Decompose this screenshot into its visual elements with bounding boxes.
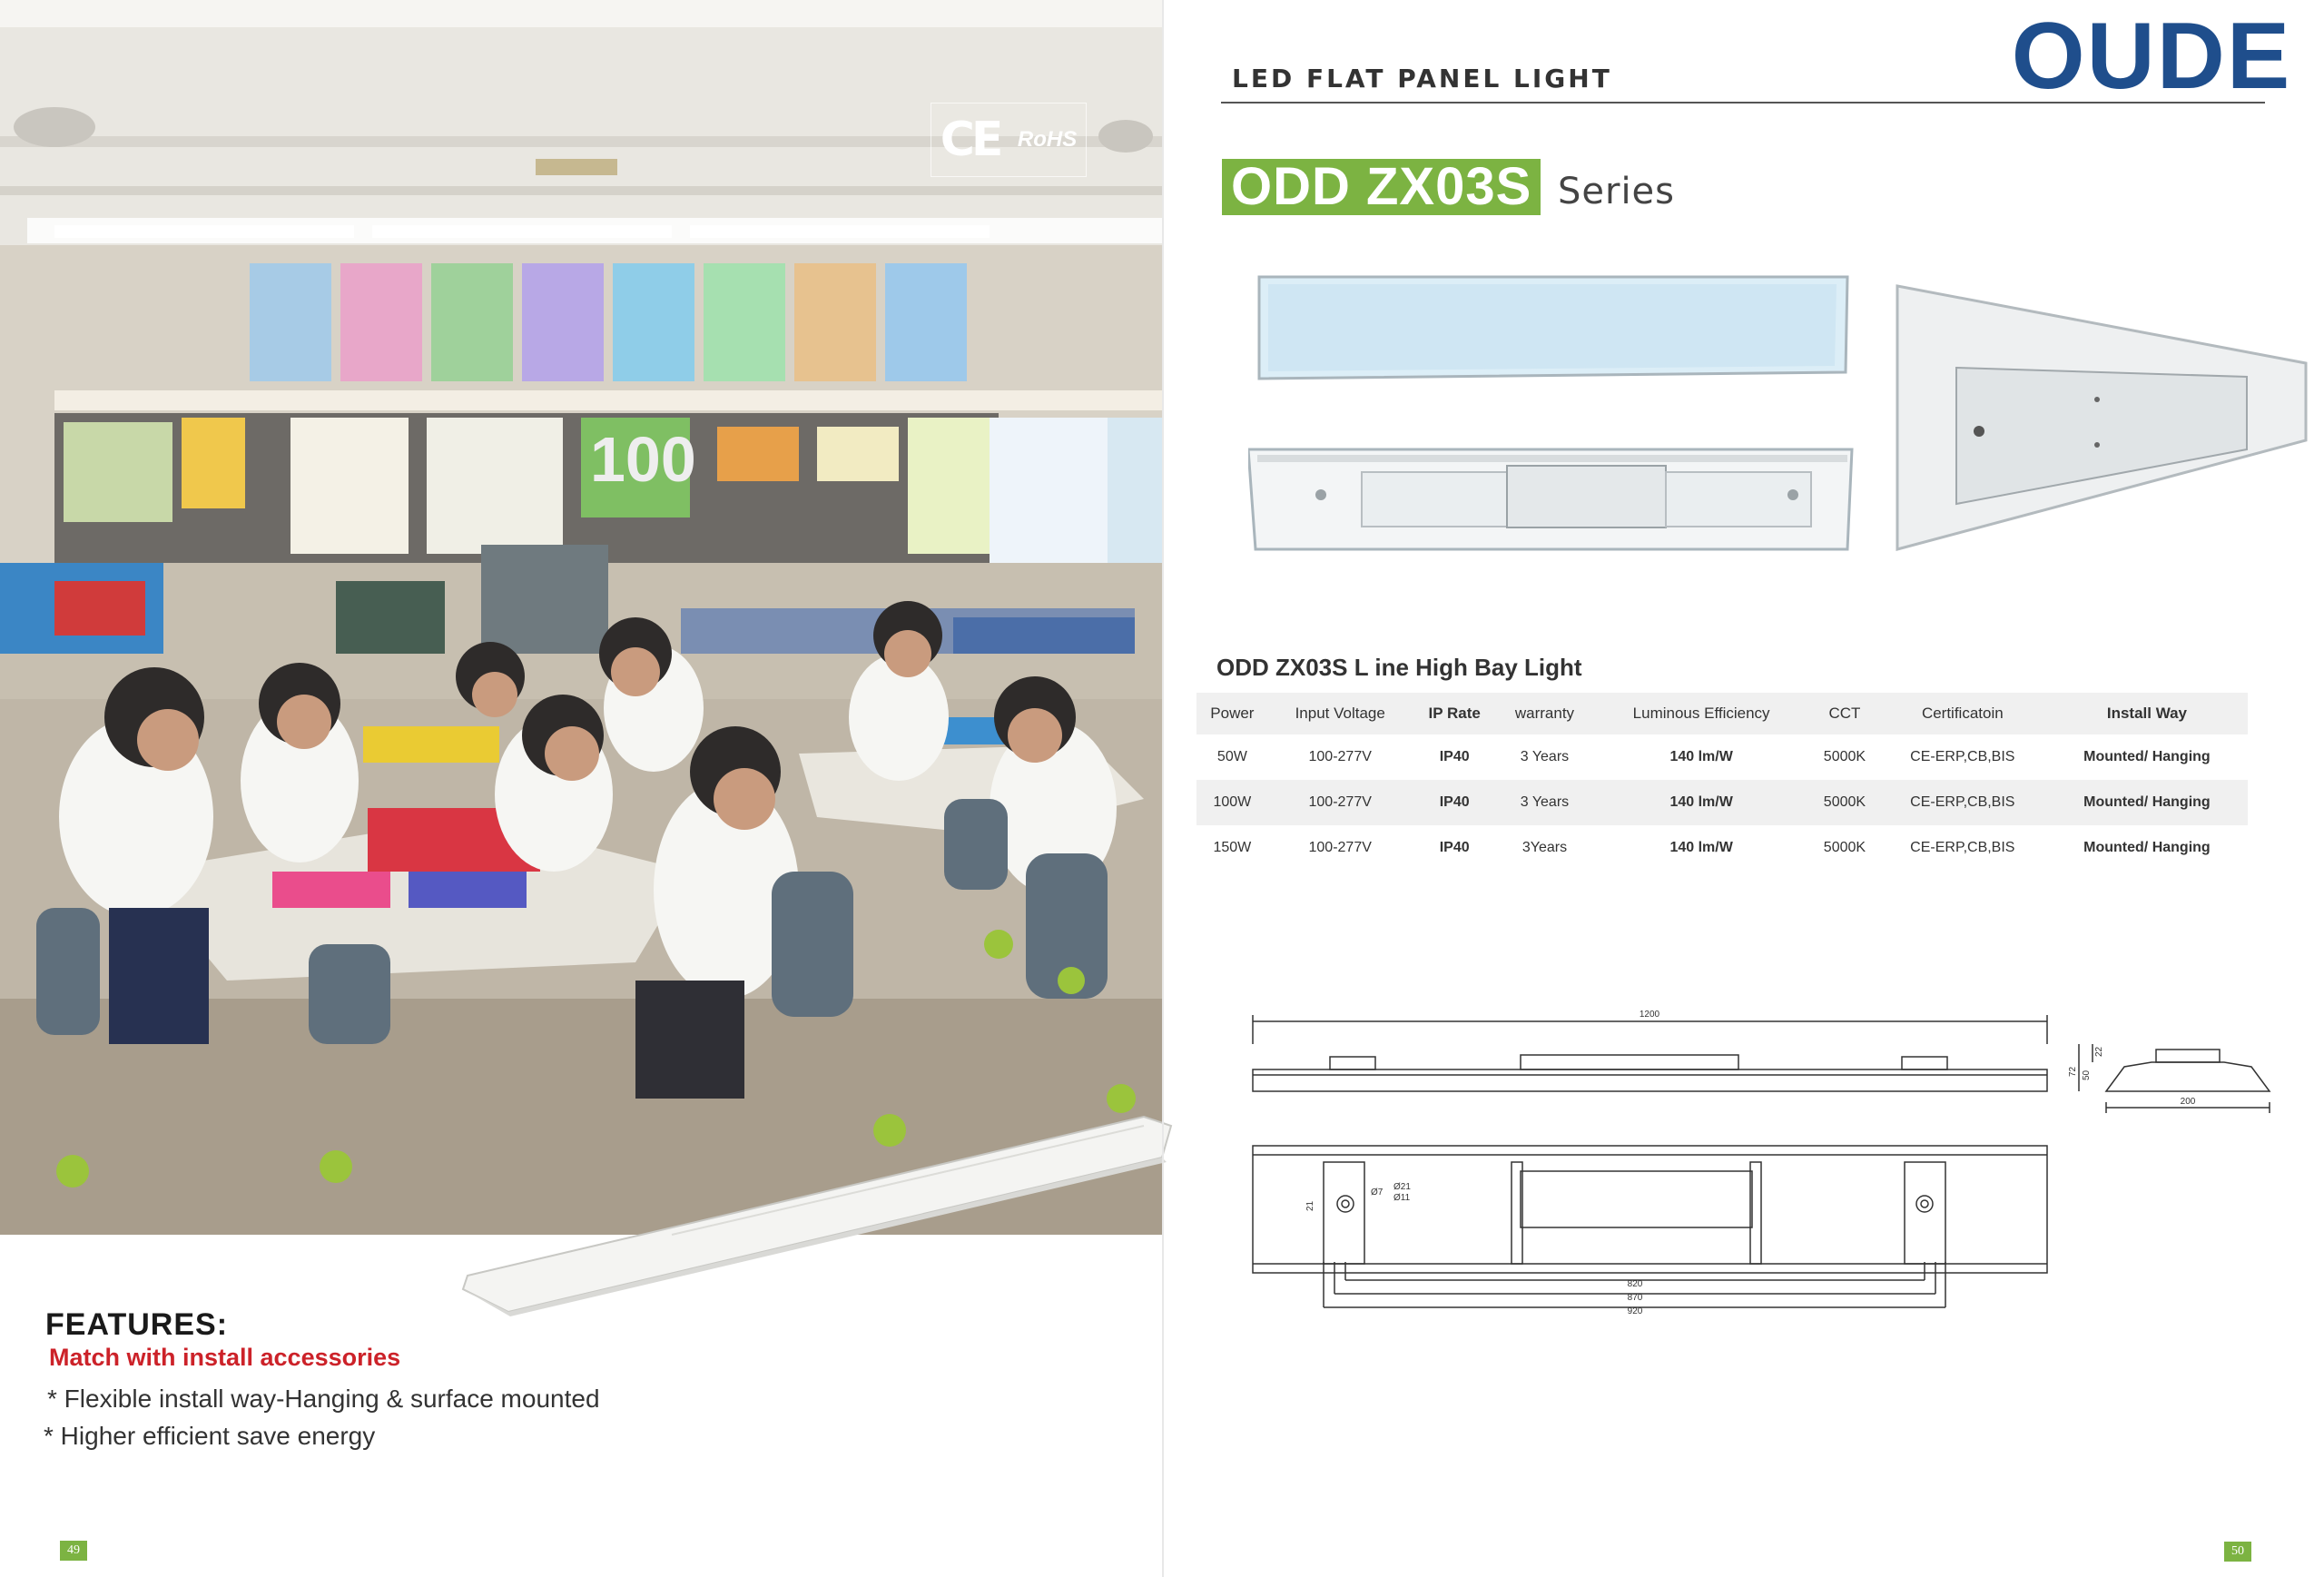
page-title: LED FLAT PANEL LIGHT [1232,64,1612,94]
fixture-overlay-image [454,1089,1180,1316]
table-cell: IP40 [1439,749,1470,764]
spec-table [1196,693,2248,871]
table-row [1196,780,2248,825]
table-title: ODD ZX03S L ine High Bay Light [1216,654,1582,681]
table-cell: CE-ERP,CB,BIS [1910,840,2015,855]
table-cell: 5000K [1823,749,1866,764]
series-label: Series [1558,171,1676,212]
page-number-left: 49 [60,1541,87,1561]
page-spine-divider [1162,0,1164,1577]
table-cell: 140 lm/W [1592,780,1810,825]
dim-hole-c: Ø11 [1393,1193,1411,1203]
dim-side-offset: 21 [1305,1200,1315,1211]
table-cell: Mounted/ Hanging [2046,780,2248,825]
table-cell: 3Years [1521,840,1568,855]
dim-hole-b: Ø21 [1393,1182,1411,1192]
table-cell: 50W [1216,749,1247,764]
rohs-mark: RoHS [1017,127,1078,152]
certification-marks [931,103,1087,177]
table-cell: 140 lm/W [1669,840,1733,855]
dim-span-920: 920 [1627,1306,1643,1316]
table-cell: CE-ERP,CB,BIS [1879,780,2046,825]
column-header: warranty [1497,693,1592,734]
classroom-photo [0,0,1162,1235]
product-angle-image [1893,277,2310,567]
features-title: FEATURES: [45,1307,229,1342]
feature-item: * Higher efficient save energy [44,1422,376,1450]
table-cell: 5000K [1810,780,1879,825]
brand-logo [1997,5,2306,104]
column-header: Certificatoin [1879,693,2046,734]
column-header: Install Way [2046,693,2248,734]
table-row [1196,825,2248,871]
table-cell: 100-277V [1308,749,1372,764]
table-header-row [1196,693,2248,734]
table-cell: Mounted/ Hanging [2083,840,2211,855]
dim-hole-a: Ø7 [1371,1188,1384,1198]
series-model-badge: ODD ZX03S [1222,159,1541,215]
dim-span-870: 870 [1627,1293,1643,1303]
table-cell: 100-277V [1308,840,1372,855]
page-number-right: 50 [2224,1542,2251,1562]
dim-span-820: 820 [1627,1279,1643,1289]
technical-drawing [1216,990,2288,1362]
column-header: CCT [1810,693,1879,734]
dim-height-body: 50 [2082,1069,2092,1080]
table-cell: IP40 [1439,840,1470,855]
column-header: Input Voltage [1268,693,1413,734]
dim-height-top: 22 [2094,1046,2104,1057]
features-subtitle: Match with install accessories [49,1344,401,1371]
table-cell: 150W [1213,840,1252,855]
ce-mark: CE [940,113,1000,167]
dim-width: 200 [2180,1097,2196,1107]
table-cell: 100-277V [1268,780,1413,825]
table-cell: CE-ERP,CB,BIS [1910,749,2015,764]
table-cell: Mounted/ Hanging [2083,749,2211,764]
product-views-image [1248,268,1866,567]
table-cell: 100W [1196,780,1268,825]
column-header: IP Rate [1413,693,1497,734]
table-row [1196,734,2248,780]
table-cell: IP40 [1413,780,1497,825]
feature-item: * Flexible install way-Hanging & surface mounted [47,1385,600,1413]
table-cell: 3 Years [1497,780,1592,825]
table-cell: 5000K [1823,840,1866,855]
column-header: Luminous Efficiency [1592,693,1810,734]
table-cell: 140 lm/W [1669,749,1733,764]
table-cell: 3 Years [1520,749,1570,764]
svg-text:100: 100 [590,424,696,495]
column-header: Power [1196,693,1268,734]
brand-logo-text: OUDE [2011,5,2292,104]
dim-height-total: 72 [2068,1066,2078,1077]
dim-length: 1200 [1639,1010,1660,1020]
